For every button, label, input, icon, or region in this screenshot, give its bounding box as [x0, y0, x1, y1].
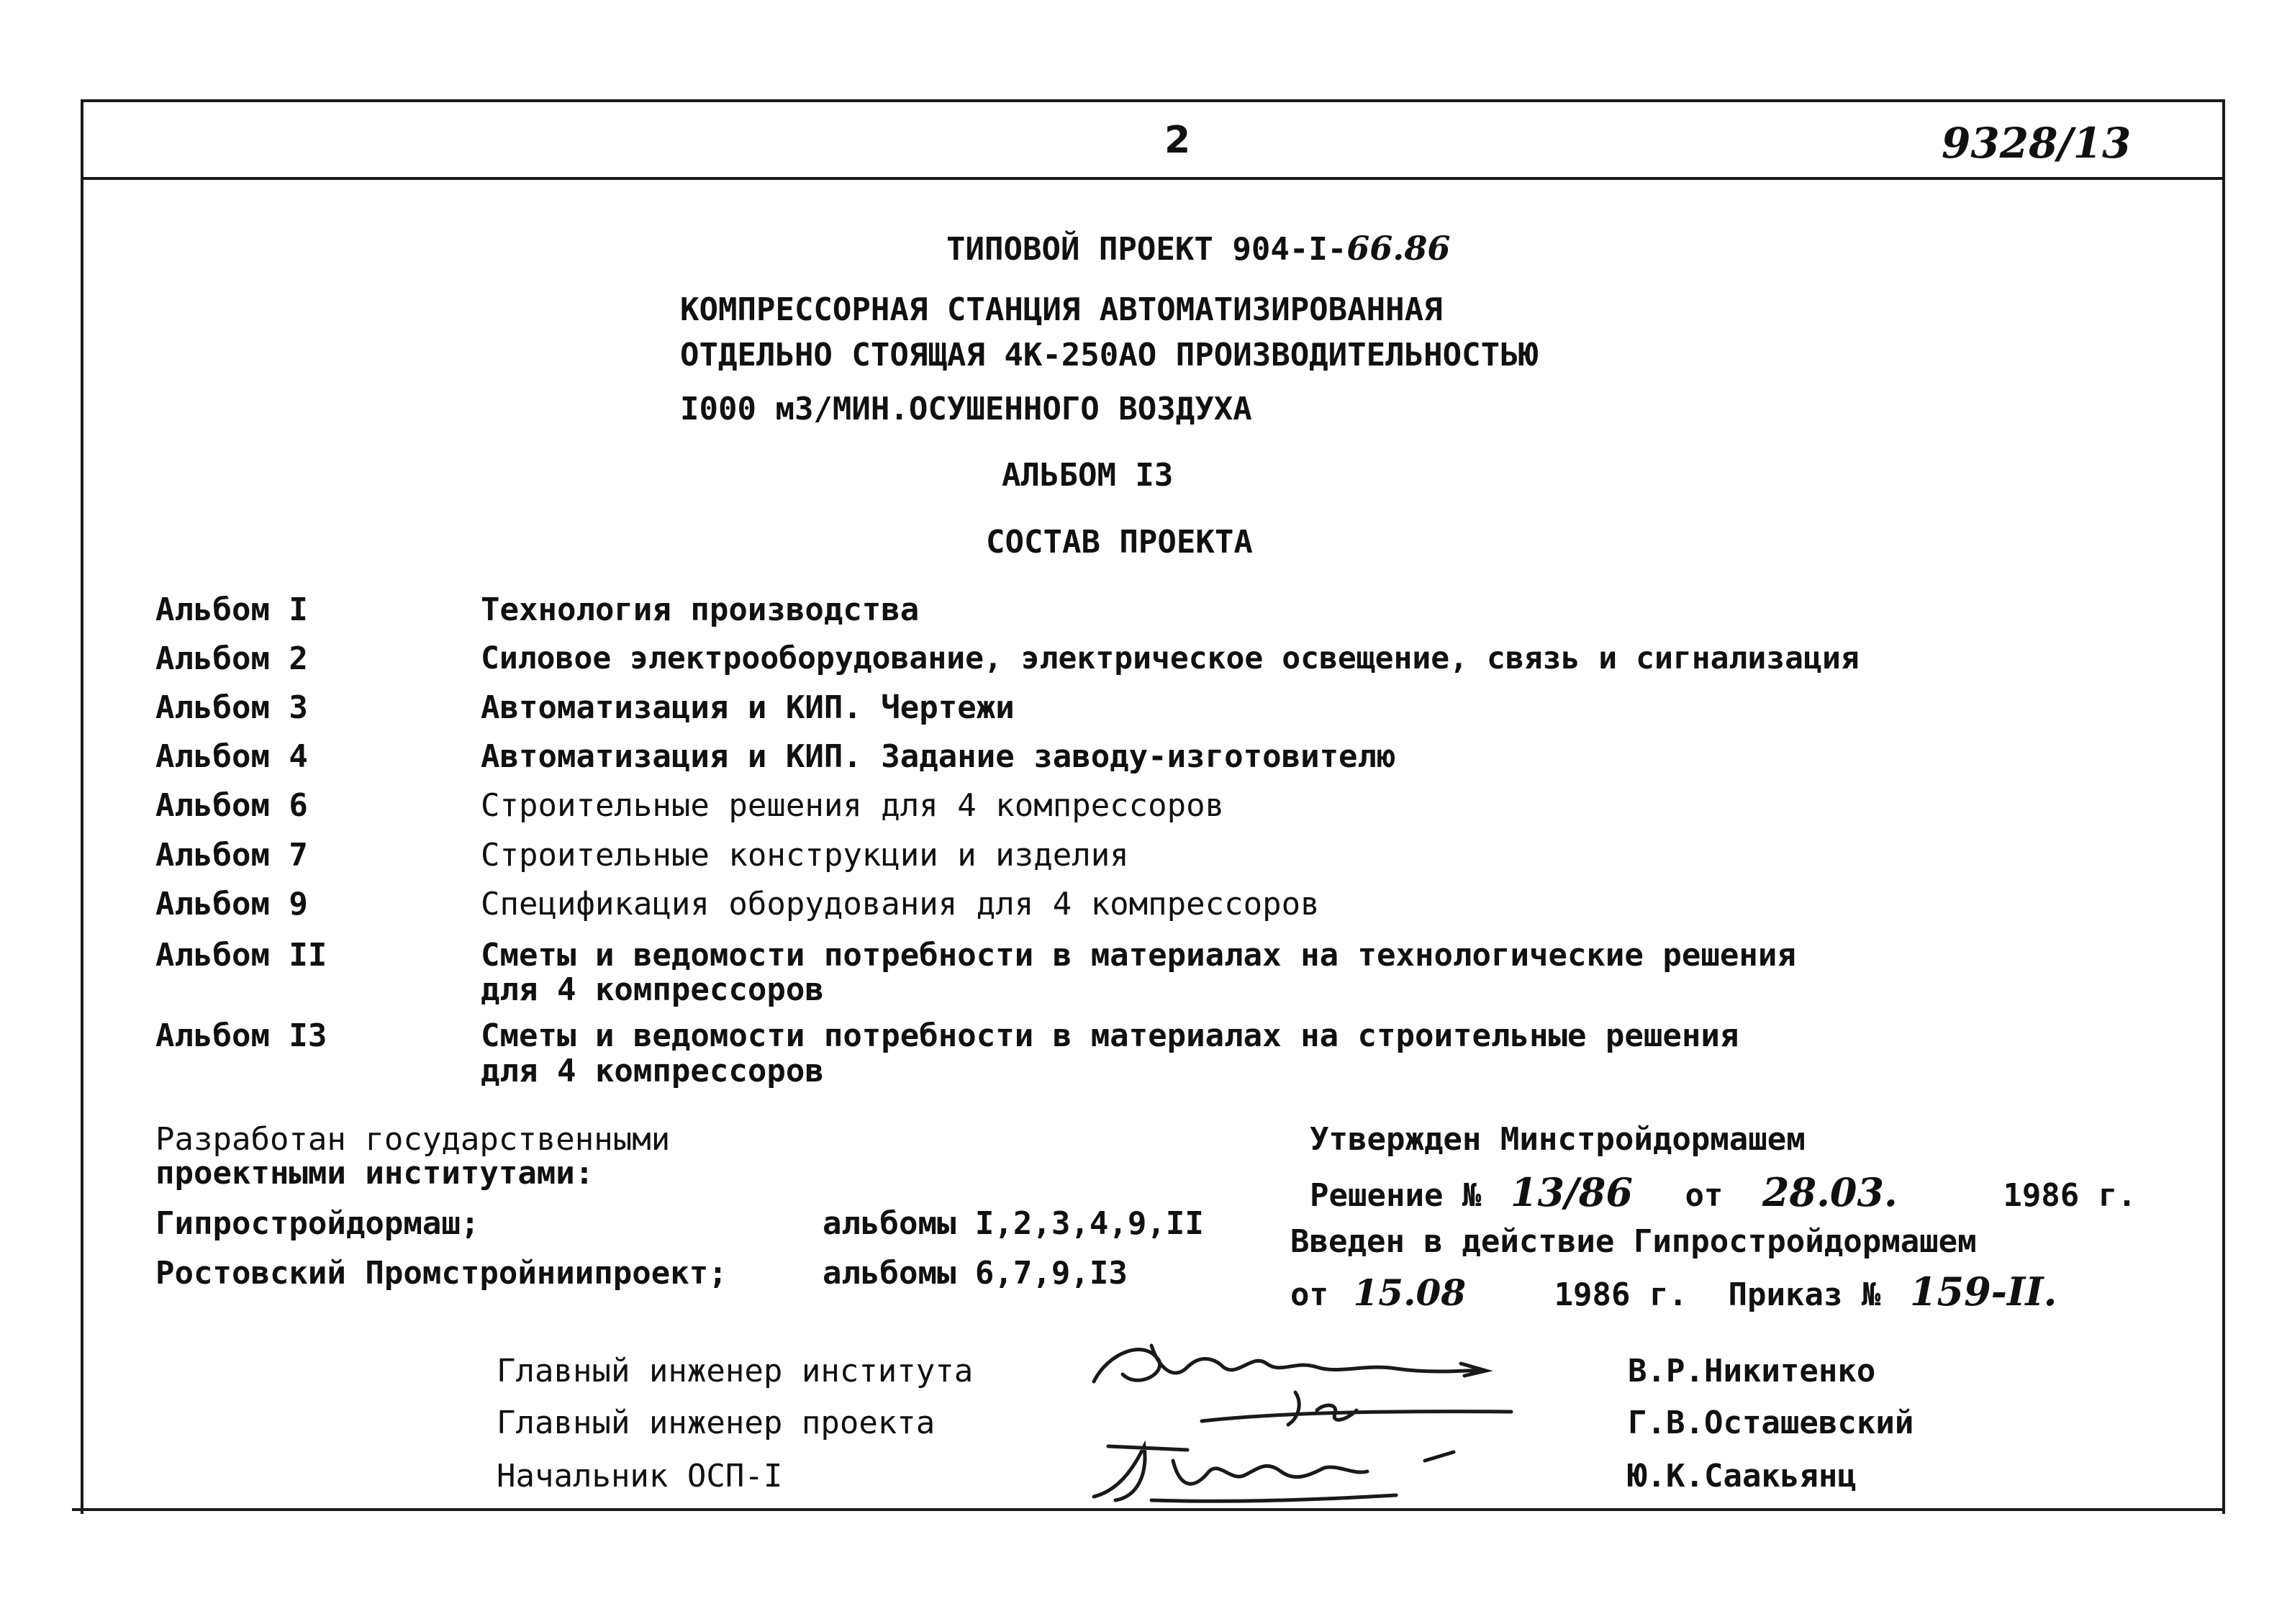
order-number: 159-II. — [1909, 1269, 2057, 1315]
order-label: Приказ № — [1728, 1276, 1881, 1313]
album-1-label: Альбом I — [155, 591, 308, 628]
decision-year: 1986 г. — [2003, 1177, 2137, 1214]
album-7-text: Строительные конструкции и изделия — [481, 837, 1129, 874]
order-line — [1290, 1269, 2057, 1315]
signature-role-3: Начальник ОСП-I — [497, 1458, 783, 1494]
project-line-prefix: ТИПОВОЙ ПРОЕКТ 904-I- — [946, 231, 1347, 268]
decision-from-label: от — [1685, 1177, 1724, 1214]
developed-line-1: Разработан государственными — [155, 1121, 671, 1158]
enacted-date: 15.08 — [1353, 1271, 1467, 1314]
album-3-text: Автоматизация и КИП. Чертежи — [481, 689, 1015, 726]
approved-line-1: Утвержден Минстройдормашем — [1310, 1121, 1806, 1158]
album-7-label: Альбом 7 — [155, 837, 308, 874]
decision-label: Решение № — [1310, 1177, 1482, 1214]
album-11-text-2: для 4 компрессоров — [481, 971, 824, 1008]
project-title — [946, 229, 1450, 268]
album-1-text: Технология производства — [481, 591, 920, 628]
enacted-from-label: от — [1290, 1276, 1328, 1313]
album-4-text: Автоматизация и КИП. Задание заводу-изготовителю — [481, 738, 1396, 775]
decision-number: 13/86 — [1510, 1169, 1633, 1215]
header-divider — [81, 177, 2222, 180]
signature-name-3: Ю.К.Саакьянц — [1628, 1458, 1857, 1494]
signature-name-2: Г.В.Осташевский — [1628, 1405, 1914, 1441]
album-title: АЛЬБОМ I3 — [1002, 457, 1174, 494]
album-2-text: Силовое электрооборудование, электрическое освещение, связь и сигнализация — [481, 640, 1860, 676]
description-line-3: I000 м3/МИН.ОСУШЕННОГО ВОЗДУХА — [680, 391, 1252, 427]
album-9-text: Спецификация оборудования для 4 компрессоров — [481, 886, 1320, 922]
album-4-label: Альбом 4 — [155, 738, 308, 775]
composition-heading: СОСТАВ ПРОЕКТА — [986, 524, 1253, 561]
page-number: 2 — [1164, 119, 1191, 162]
developed-org-2: Ростовский Промстройниипроект; — [155, 1255, 728, 1292]
enacted-year: 1986 г. — [1554, 1276, 1688, 1313]
signature-name-1: В.Р.Никитенко — [1628, 1353, 1876, 1389]
signature-role-2: Главный инженер проекта — [497, 1405, 936, 1441]
album-11-text-1: Сметы и ведомости потребности в материалах на технологические решения — [481, 937, 1796, 974]
album-2-label: Альбом 2 — [155, 640, 308, 677]
decision-line — [1310, 1169, 2137, 1215]
developed-line-2: проектными институтами: — [155, 1155, 594, 1192]
signature-role-1: Главный инженер института — [497, 1353, 974, 1389]
developed-org-2-albums: альбомы 6,7,9,I3 — [823, 1255, 1128, 1292]
decision-date: 28.03. — [1762, 1169, 1898, 1215]
developed-org-1: Гипростройдормаш; — [155, 1205, 480, 1242]
developed-org-1-albums: альбомы I,2,3,4,9,II — [823, 1205, 1204, 1242]
enacted-line: Введен в действие Гипростройдормашем — [1290, 1223, 1977, 1260]
album-6-text: Строительные решения для 4 компрессоров — [481, 787, 1225, 824]
album-3-label: Альбом 3 — [155, 689, 308, 726]
handwritten-signature-2 — [1180, 1382, 1526, 1439]
album-11-label: Альбом II — [155, 937, 327, 974]
description-line-1: КОМПРЕССОРНАЯ СТАНЦИЯ АВТОМАТИЗИРОВАННАЯ — [680, 291, 1443, 328]
project-number-hand: 66.86 — [1346, 229, 1451, 268]
handwritten-signature-3 — [1065, 1432, 1511, 1511]
description-line-2: ОТДЕЛЬНО СТОЯЩАЯ 4К-250АО ПРОИЗВОДИТЕЛЬНОСТЬЮ — [680, 337, 1539, 373]
album-6-label: Альбом 6 — [155, 787, 308, 824]
album-13-text-1: Сметы и ведомости потребности в материалах на строительные решения — [481, 1017, 1739, 1054]
album-9-label: Альбом 9 — [155, 886, 308, 922]
sheet-code: 9328/13 — [1942, 119, 2132, 168]
album-13-text-2: для 4 компрессоров — [481, 1053, 824, 1089]
album-13-label: Альбом I3 — [155, 1017, 327, 1054]
